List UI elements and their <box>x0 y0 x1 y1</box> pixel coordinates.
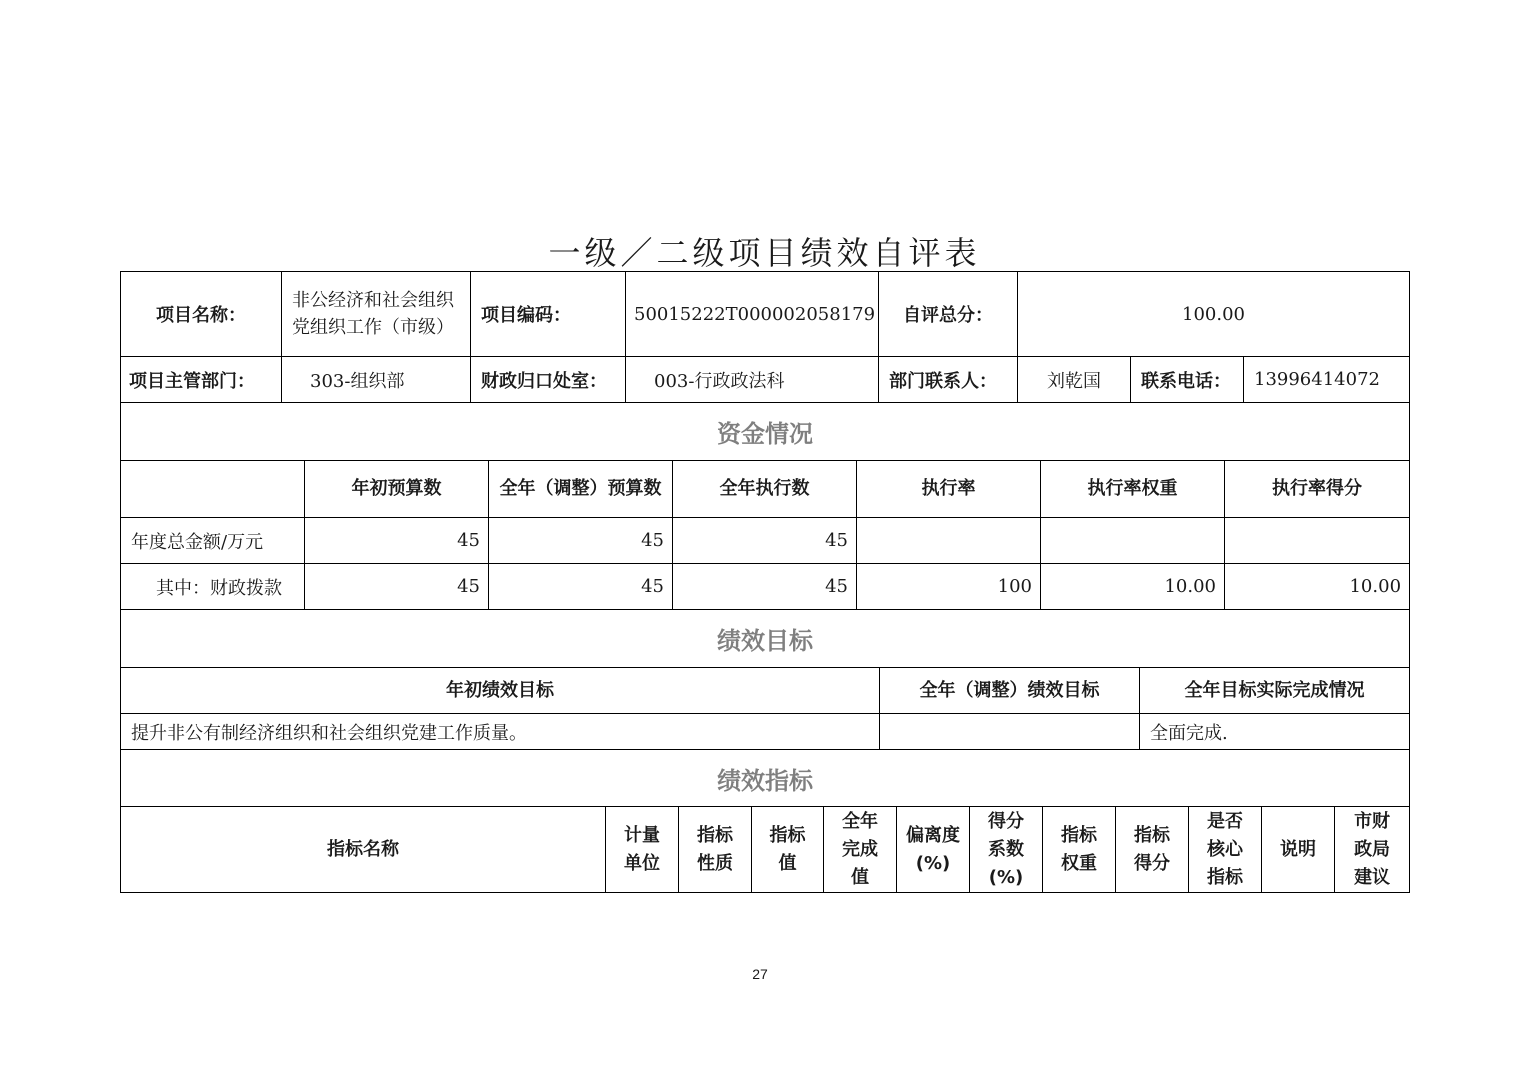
table-cell: 45 <box>489 518 673 564</box>
indicator-header-cell: 说明 <box>1262 807 1335 893</box>
table-cell: 10.00 <box>1225 564 1410 610</box>
project-code-label: 项目编码： <box>471 272 626 357</box>
table-cell: 45 <box>305 564 489 610</box>
table-cell: 10.00 <box>1041 564 1225 610</box>
dept-label: 项目主管部门： <box>121 357 282 403</box>
total-score: 100.00 <box>1018 272 1410 357</box>
form-title: 一级／二级项目绩效自评表 <box>548 234 981 272</box>
project-name-label: 项目名称： <box>121 272 282 357</box>
initial-goal: 提升非公有制经济组织和社会组织党建工作质量。 <box>121 714 880 750</box>
score-label: 自评总分： <box>879 272 1018 357</box>
row-label: 其中：财政拨款 <box>121 564 305 610</box>
phone-number: 13996414072 <box>1244 357 1410 403</box>
table-cell: 45 <box>489 564 673 610</box>
indicator-header-cell: 计量单位 <box>606 807 679 893</box>
page-number: 27 <box>752 966 768 982</box>
indicator-header-cell: 全年完成值 <box>824 807 897 893</box>
adjusted-goal <box>880 714 1140 750</box>
indicator-header-cell: 偏离度(%) <box>897 807 970 893</box>
indicator-header-cell: 指标得分 <box>1116 807 1189 893</box>
finance-office-label: 财政归口处室： <box>471 357 626 403</box>
funds-header-cell: 执行率权重 <box>1041 461 1225 518</box>
indicators-section-title: 绩效指标 <box>121 750 1410 807</box>
funds-header-cell: 全年执行数 <box>673 461 857 518</box>
funds-table <box>120 402 1410 610</box>
contact-label: 部门联系人： <box>879 357 1018 403</box>
indicator-header-cell: 得分系数(%) <box>970 807 1043 893</box>
funds-section-title: 资金情况 <box>121 403 1410 461</box>
indicator-header-cell: 市财政局建议 <box>1335 807 1410 893</box>
table-cell: 45 <box>673 518 857 564</box>
project-info-table <box>120 271 1410 403</box>
indicator-header-cell: 指标名称 <box>121 807 606 893</box>
table-cell <box>857 518 1041 564</box>
project-code: 50015222T000002058179 <box>626 272 879 357</box>
goals-header-cell: 全年目标实际完成情况 <box>1140 668 1410 714</box>
table-cell: 100 <box>857 564 1041 610</box>
funds-header-cell: 执行率 <box>857 461 1041 518</box>
table-cell: 45 <box>305 518 489 564</box>
goals-section-title: 绩效目标 <box>121 610 1410 668</box>
finance-office: 003-行政政法科 <box>626 357 879 403</box>
table-row <box>121 518 1410 564</box>
funds-header-cell <box>121 461 305 518</box>
funds-header-cell: 年初预算数 <box>305 461 489 518</box>
dept: 303-组织部 <box>282 357 471 403</box>
phone-label: 联系电话： <box>1131 357 1244 403</box>
indicator-header-cell: 指标性质 <box>679 807 752 893</box>
project-name: 非公经济和社会组织党组织工作（市级） <box>282 272 471 357</box>
indicator-header-cell: 是否核心指标 <box>1189 807 1262 893</box>
indicator-header-cell: 指标权重 <box>1043 807 1116 893</box>
row-label: 年度总金额/万元 <box>121 518 305 564</box>
indicator-header-cell: 指标值 <box>752 807 824 893</box>
indicators-table <box>120 749 1410 893</box>
goals-header-cell: 全年（调整）绩效目标 <box>880 668 1140 714</box>
goal-completion: 全面完成. <box>1140 714 1410 750</box>
funds-header-cell: 执行率得分 <box>1225 461 1410 518</box>
table-cell <box>1041 518 1225 564</box>
goals-table <box>120 609 1410 750</box>
contact-name: 刘乾国 <box>1018 357 1131 403</box>
table-cell: 45 <box>673 564 857 610</box>
table-row <box>121 714 1410 750</box>
goals-header-cell: 年初绩效目标 <box>121 668 880 714</box>
table-row <box>121 564 1410 610</box>
table-cell <box>1225 518 1410 564</box>
funds-header-cell: 全年（调整）预算数 <box>489 461 673 518</box>
